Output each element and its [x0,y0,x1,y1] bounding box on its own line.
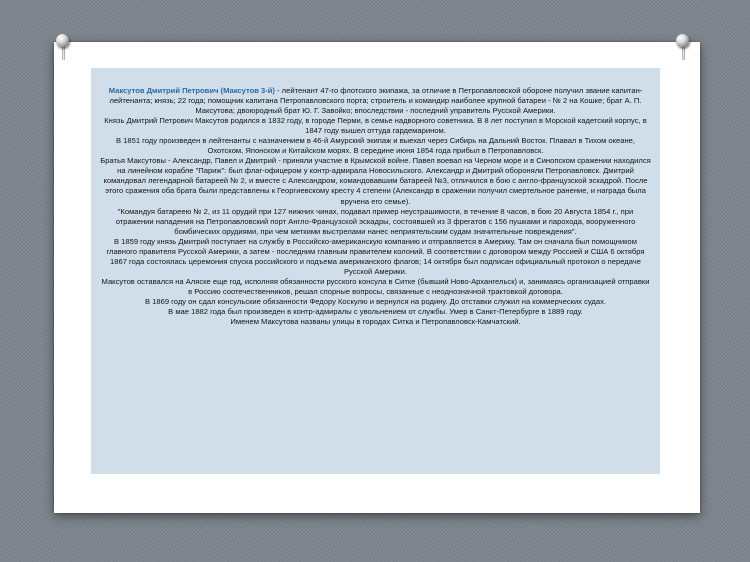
paragraph-service-1851: В 1851 году произведен в лейтенанты с назначением в 46-й Амурский экипаж и выехал через Сибирь на Дальний Восток. Плавал в Тихом океане, Охотском, Японском и Китайском морях. В середине июня 1854 года прибыл в Петропавловск. [115,136,636,156]
paragraph-streets: Именем Максутова названы улицы в городах Ситка и Петропавловск-Камчатский. [230,317,521,327]
paragraph-1882: В мае 1882 года был произведен в контр-адмиралы с увольнением от службы. Умер в Санкт-Петербурге в 1889 году. [168,307,583,317]
paragraph-1869: В 1869 году он сдал консульские обязанности Федору Коскулю и вернулся на родину. До отставки служил на коммерческих судах. [144,296,606,306]
paragraph-rac-1859: В 1859 году князь Дмитрий поступает на службу в Российско-американскую компанию и отправляется в Америку. Там он сначала был помощником главного правителя Русской Америки, а затем - последним главным правителем колоний. В соответствии с договором между Россией и США 6 октября 1867 года состоялась церемония спуска российского и подъема американского флагов; 14 октября был подписан официальный протокол о передаче Русской Америки. [106,236,645,276]
person-name: Максутов Дмитрий Петрович (Максутов 3-й) [108,86,275,95]
heading-paragraph [99,86,652,116]
right-pushpin-icon [676,34,689,47]
left-pushpin-icon [56,34,69,47]
paragraph-alaska: Максутов оставался на Аляске еще год, исполняя обязанности русского консула в Ситке (бывший Ново-Архангельск) и, занимаясь организацией отправки в Россию соотечественников, решал спорные вопросы, связанные с неоднозначной трактовкой договора. [101,276,650,296]
heading-description: - лейтенант 47-го флотского экипажа, за отличие в Петропавловской обороне получил звание капитан-лейтенанта; князь; 22 года; помощник капитана Петропавловского порта; строитель и командир наиболее крупной батареи - № 2 на Кошке; брат А. П. Максутова; двоюродный брат Ю. Г. Завойко; впоследствии - последний управитель Русской Америки. [109,86,643,116]
paragraph-birth: Князь Дмитрий Петрович Максутов родился в 1832 году, в городе Перми, в семье надворного советника. В 8 лет поступил в Морской кадетский корпус, в 1847 году вышел оттуда гардемарином. [104,116,647,136]
text-panel [91,68,660,474]
paragraph-award-quote: "Командуя батареею № 2, из 11 орудий при 127 нижних чинах, подавал пример неустрашимости, в течение 8 часов, в бою 20 Августа 1854 г., при отражении нападения на Петропавловский порт Англо-Французской эскадры, состоявшей из 3 фрегатов с 156 пушками и парохода, вооруженного бомбических орудиями, при чем меткими выстрелами нанес неприятельским судам значительные повреждения". [115,206,636,236]
paragraph-brothers: Братья Максутовы - Александр, Павел и Дмитрий - приняли участие в Крымской войне. Павел воевал на Черном море и в Синопском сражении находился на линейном корабле "Париж": был флаг-офицером у контр-адмирала Новосильского. Александр и Дмитрий обороняли Петропавловск. Дмитрий командовал легендарной батареей № 2, и вместе с Александром, командовавшим батареей №3, отличился в бою с англо-французской эскадрой. После этого сражения оба брата были представлены к Георгиевскому кресту 4 степени (Александр в сражении получил смертельное ранение, и награда была вручена его семье). [100,156,651,206]
